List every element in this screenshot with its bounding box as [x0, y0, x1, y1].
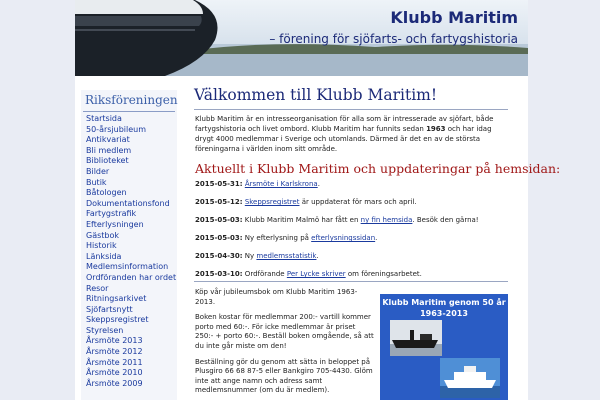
- page-title: Välkommen till Klubb Maritim!: [194, 86, 438, 104]
- news-text: är uppdaterat för mars och april.: [299, 198, 417, 206]
- sidebar-item-styrelsen[interactable]: Styrelsen: [86, 325, 124, 335]
- sidebar-item-historik[interactable]: Historik: [86, 241, 117, 251]
- news-heading: Aktuellt i Klubb Maritim och uppdateringar på hemsidan:: [195, 161, 561, 176]
- sidebar-item-bli-medlem[interactable]: Bli medlem: [86, 145, 132, 155]
- news-text: . Besök den gärna!: [412, 216, 479, 224]
- sidebar-heading: Riksföreningen: [85, 93, 178, 107]
- sidebar-item-arsmote-2012[interactable]: Årsmöte 2012: [86, 347, 143, 357]
- news-link-efterlysning[interactable]: efterlysningssidan: [311, 234, 376, 242]
- header-banner: [75, 0, 528, 76]
- sidebar-item-skeppsregistret[interactable]: Skeppsregistret: [86, 315, 149, 325]
- sidebar-item-arsmote-2010[interactable]: Årsmöte 2010: [86, 368, 143, 378]
- news-link-arsmote[interactable]: Årsmöte i Karlskrona: [244, 180, 318, 188]
- intro-year: 1963: [426, 125, 446, 133]
- intro-paragraph: [195, 114, 507, 154]
- news-text: Klubb Maritim Malmö har fått en: [242, 216, 361, 224]
- news-link-skeppsregistret[interactable]: Skeppsregistret: [244, 198, 300, 206]
- news-divider: [194, 281, 508, 282]
- sidebar-divider: [83, 111, 175, 112]
- sidebar-menu: [86, 114, 176, 389]
- site-subtitle: – förening för sjöfarts- och fartygshistoria: [269, 32, 518, 46]
- sidebar-item-efterlysningen[interactable]: Efterlysningen: [86, 219, 144, 229]
- book-order-text: [195, 288, 375, 402]
- site-title[interactable]: Klubb Maritim: [390, 8, 518, 27]
- news-item: [195, 216, 507, 234]
- intro-text-1: Klubb Maritim är en intresseorganisation för alla som är intresserade av sjöfart, både fartygshistoria och livet ombord. Klubb Maritim har funnits sedan: [195, 115, 494, 133]
- sidebar-item-arsmote-2009[interactable]: Årsmöte 2009: [86, 378, 143, 388]
- sidebar-item-arsmote-2013[interactable]: Årsmöte 2013: [86, 336, 143, 346]
- news-item: [195, 270, 507, 288]
- intro-text-2: och har idag drygt 4000 medlemmar i Sverige och utomlands. Därmed är det en av de största föreningarna i världen inom sitt område.: [195, 125, 492, 153]
- sidebar-item-ordforanden[interactable]: Ordföranden har ordet: [86, 272, 177, 282]
- sidebar-item-50-arsjubileum[interactable]: 50-årsjubileum: [86, 124, 147, 134]
- book-payment-paragraph: Beställning gör du genom att sätta in beloppet på Plusgiro 66 68 87-5 eller Bankgiro 705-4430. Glöm inte att ange namn och adress samt medlemsnummer (om du är medlem).: [195, 357, 373, 395]
- sidebar-item-gastbok[interactable]: Gästbok: [86, 230, 120, 240]
- news-text: .: [317, 180, 320, 188]
- sidebar-item-startsida[interactable]: Startsida: [86, 114, 122, 123]
- book-price-paragraph: Boken kostar för medlemmar 200:- vartill kommer porto med 60:-. För icke medlemmar är priset 250:- + porto 60:-. Beställ boken omgående, så att du inte går miste om den!: [195, 313, 374, 350]
- news-link-per-lycke[interactable]: Per Lycke skriver: [286, 270, 346, 278]
- sidebar-item-fartygstrafik[interactable]: Fartygstrafik: [86, 209, 137, 219]
- news-link-hemsida[interactable]: ny fin hemsida: [360, 216, 413, 224]
- sidebar-item-butik[interactable]: Butik: [86, 177, 107, 187]
- news-date: 2015-03-10:: [195, 270, 243, 278]
- book-paragraph: Köp vår jubileumsbok om Klubb Maritim 1963-2013.: [195, 288, 358, 306]
- news-item: [195, 198, 507, 216]
- news-date: 2015-05-03:: [195, 216, 243, 224]
- sidebar-item-ritningsarkivet[interactable]: Ritningsarkivet: [86, 294, 147, 304]
- sidebar-item-medlemsinformation[interactable]: Medlemsinformation: [86, 262, 169, 272]
- main-content: [188, 86, 561, 400]
- news-date: 2015-05-03:: [195, 234, 243, 242]
- sidebar: [81, 90, 177, 400]
- sidebar-item-dokumentationsfond[interactable]: Dokumentationsfond: [86, 198, 170, 208]
- news-item: [195, 252, 507, 270]
- news-item: [195, 234, 507, 252]
- news-list: [195, 180, 507, 288]
- right-margin: [528, 0, 600, 400]
- sidebar-item-arsmote-2011[interactable]: Årsmöte 2011: [86, 357, 143, 367]
- sidebar-item-bilder[interactable]: Bilder: [86, 166, 110, 176]
- news-item: [195, 180, 507, 198]
- news-text: Ny efterlysning på: [242, 234, 312, 242]
- news-text: .: [316, 252, 319, 260]
- title-divider: [194, 109, 508, 110]
- sidebar-item-lanksida[interactable]: Länksida: [86, 251, 122, 261]
- sidebar-item-resor[interactable]: Resor: [86, 283, 109, 293]
- book-cover-image[interactable]: [380, 294, 508, 400]
- news-text: Ny: [242, 252, 257, 260]
- news-text: .: [375, 234, 378, 242]
- sidebar-item-sjofartsnytt[interactable]: Sjöfartsnytt: [86, 304, 133, 314]
- sidebar-item-batologen[interactable]: Båtologen: [86, 188, 127, 198]
- news-text: om föreningsarbetet.: [345, 270, 422, 278]
- news-date: 2015-04-30:: [195, 252, 243, 260]
- news-text: Ordförande: [242, 270, 287, 278]
- news-link-medlemsstatistik[interactable]: medlemsstatistik: [256, 252, 317, 260]
- news-date: 2015-05-31:: [195, 180, 243, 188]
- book-cover-title: Klubb Maritim genom 50 år 1963-2013: [382, 298, 506, 318]
- sidebar-item-biblioteket[interactable]: Biblioteket: [86, 156, 129, 166]
- left-margin: [0, 0, 75, 400]
- news-date: 2015-05-12:: [195, 198, 243, 206]
- sidebar-item-antikvariat[interactable]: Antikvariat: [86, 135, 130, 145]
